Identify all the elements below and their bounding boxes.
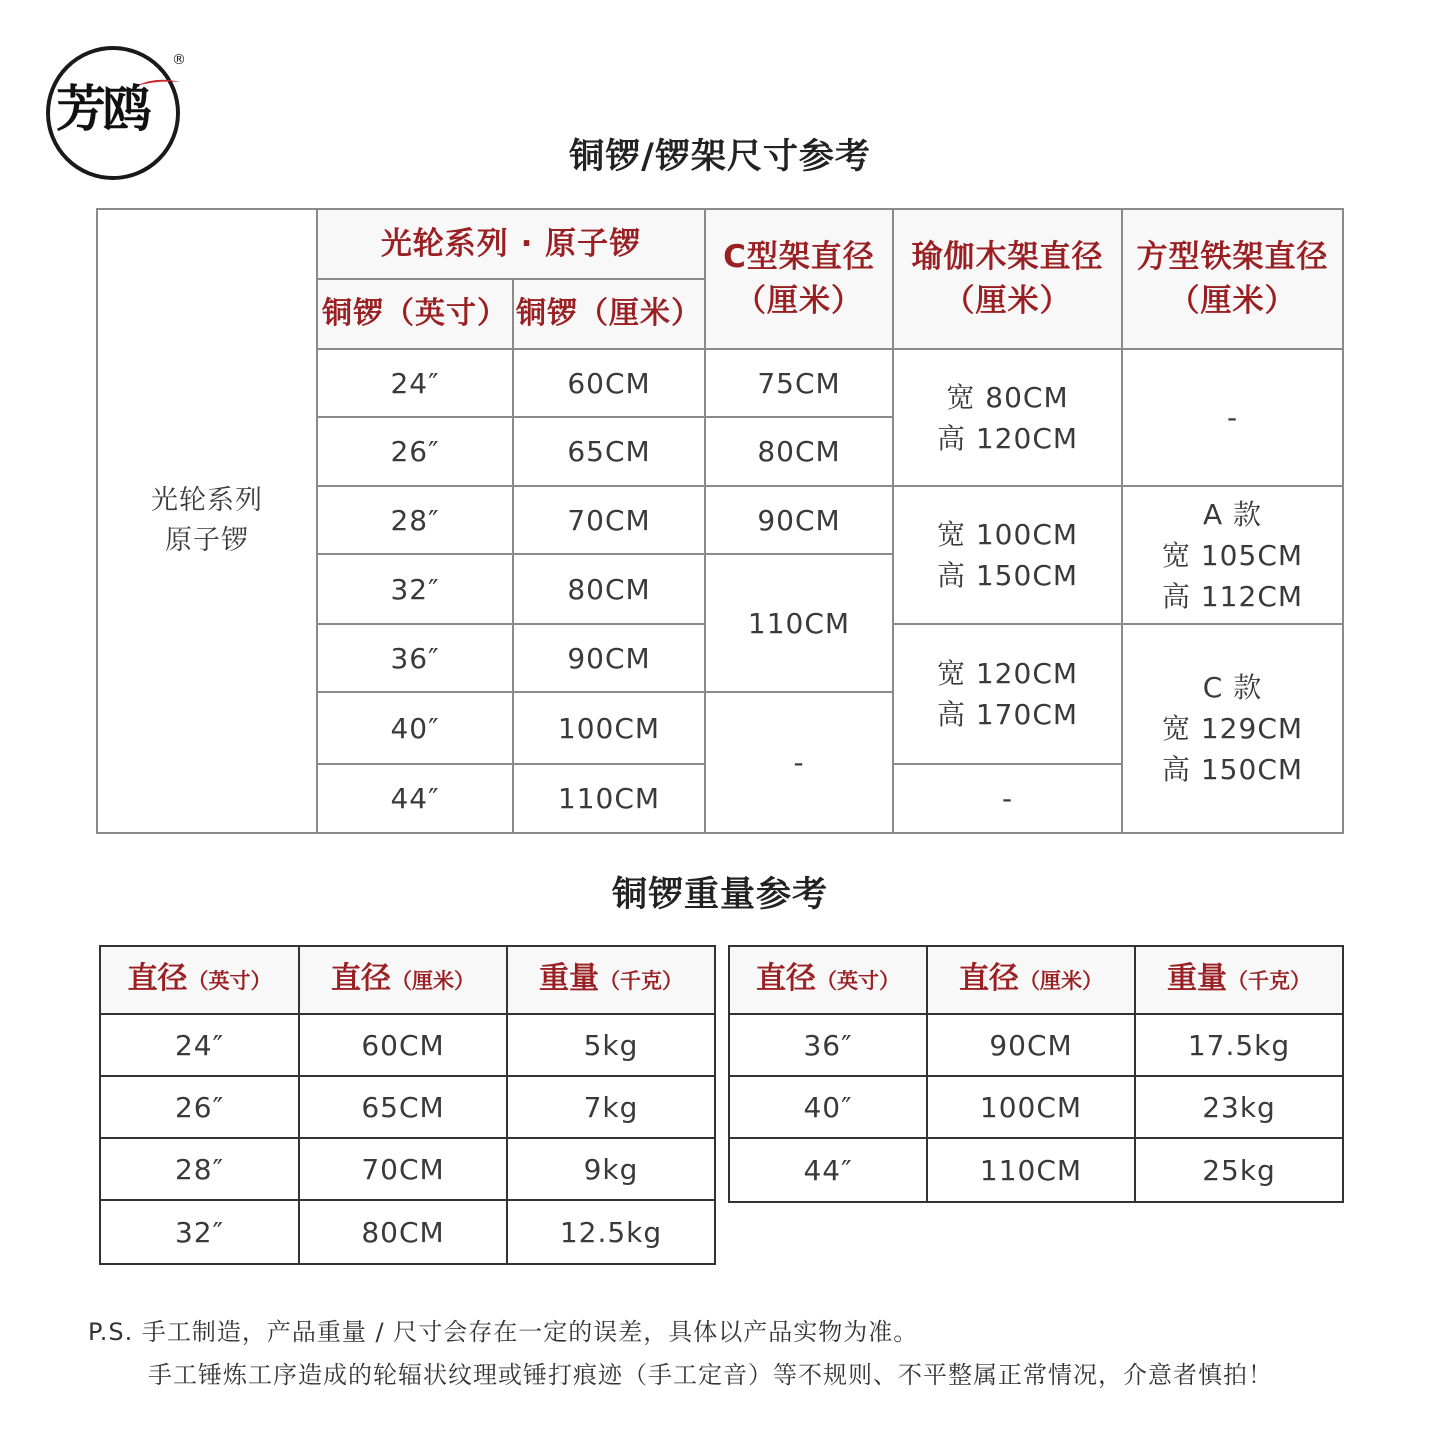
table-row	[729, 1076, 1343, 1138]
table-row	[100, 1200, 715, 1264]
cm-cell: 60CM	[513, 349, 705, 417]
yoga-frame-header	[893, 209, 1122, 349]
size-reference-title: 铜锣/锣架尺寸参考	[569, 137, 871, 177]
c-frame-cell: 90CM	[705, 486, 893, 554]
inch-cell: 32″	[100, 1200, 299, 1264]
kg-cell: 5kg	[507, 1014, 715, 1076]
series-label-cell	[97, 209, 317, 833]
kg-cell: 9kg	[507, 1138, 715, 1200]
table-row	[100, 1138, 715, 1200]
weight-table-left	[99, 945, 716, 1265]
series-label-line1: 光轮系列	[151, 485, 263, 516]
cm-cell: 110CM	[513, 764, 705, 833]
yoga-width: 宽 120CM	[936, 657, 1079, 690]
weight-kg-header: 重量（千克）	[1135, 946, 1343, 1014]
col-cm-header: 铜锣（厘米）	[513, 279, 705, 349]
inch-cell: 24″	[100, 1014, 299, 1076]
group-header: 光轮系列 · 原子锣	[317, 209, 705, 279]
table-row	[100, 1014, 715, 1076]
square-frame-header-line1: 方型铁架直径	[1136, 239, 1329, 275]
diameter-cm-header: 直径（厘米）	[927, 946, 1135, 1014]
cm-cell: 70CM	[513, 486, 705, 554]
c-frame-cell: 80CM	[705, 417, 893, 486]
square-width: 宽 105CM	[1161, 538, 1304, 572]
cm-cell: 65CM	[299, 1076, 507, 1138]
c-frame-header	[705, 209, 893, 349]
yoga-frame-cell	[893, 624, 1122, 764]
square-frame-cell	[1122, 624, 1343, 833]
kg-cell: 12.5kg	[507, 1200, 715, 1264]
cm-cell: 100CM	[927, 1076, 1135, 1138]
cm-cell: 90CM	[927, 1014, 1135, 1076]
table-row	[729, 1138, 1343, 1202]
square-frame-header-line2: （厘米）	[1168, 283, 1297, 319]
cm-cell: 90CM	[513, 624, 705, 692]
inch-cell: 26″	[317, 417, 513, 486]
yoga-frame-cell	[893, 486, 1122, 624]
diameter-cm-header: 直径（厘米）	[299, 946, 507, 1014]
cm-cell: 60CM	[299, 1014, 507, 1076]
weight-table-right	[728, 945, 1344, 1203]
yoga-height: 高 150CM	[936, 559, 1079, 592]
inch-cell: 36″	[317, 624, 513, 692]
diameter-inch-header: 直径（英寸）	[100, 946, 299, 1014]
inch-cell: 44″	[317, 764, 513, 833]
inch-cell: 44″	[729, 1138, 927, 1202]
inch-cell: 26″	[100, 1076, 299, 1138]
logo-text: 芳鸥	[56, 80, 148, 138]
square-model: C 款	[1202, 671, 1263, 704]
yoga-frame-header-line1: 瑜伽木架直径	[911, 239, 1104, 275]
square-width: 宽 129CM	[1161, 712, 1304, 745]
yoga-frame-cell: -	[893, 764, 1122, 833]
cm-cell: 65CM	[513, 417, 705, 486]
disclaimer-line1: P.S. 手工制造，产品重量 / 尺寸会存在一定的误差，具体以产品实物为准。	[88, 1318, 919, 1346]
inch-cell: 24″	[317, 349, 513, 417]
cm-cell: 80CM	[513, 554, 705, 624]
cm-cell: 70CM	[299, 1138, 507, 1200]
square-frame-cell	[1122, 486, 1343, 624]
inch-cell: 28″	[317, 486, 513, 554]
c-frame-cell: 75CM	[705, 349, 893, 417]
yoga-height: 高 120CM	[936, 421, 1079, 455]
cm-cell: 110CM	[927, 1138, 1135, 1202]
inch-cell: 28″	[100, 1138, 299, 1200]
yoga-frame-header-line2: （厘米）	[943, 283, 1072, 319]
inch-cell: 40″	[729, 1076, 927, 1138]
diameter-inch-header: 直径（英寸）	[729, 946, 927, 1014]
square-frame-cell: -	[1122, 349, 1343, 486]
square-height: 高 112CM	[1161, 579, 1304, 613]
disclaimer-line2: 手工锤炼工序造成的轮辐状纹理或锤打痕迹（手工定音）等不规则、不平整属正常情况，介意者慎拍！	[148, 1361, 1273, 1389]
square-model: A 款	[1202, 497, 1263, 531]
table-row	[729, 1014, 1343, 1076]
size-reference-table	[96, 208, 1344, 834]
inch-cell: 40″	[317, 692, 513, 764]
weight-reference-title: 铜锣重量参考	[611, 875, 828, 915]
c-frame-cell: -	[705, 692, 893, 833]
inch-cell: 36″	[729, 1014, 927, 1076]
cm-cell: 80CM	[299, 1200, 507, 1264]
series-label-line2: 原子锣	[165, 525, 249, 556]
c-frame-header-line1: C型架直径	[723, 239, 875, 275]
kg-cell: 25kg	[1135, 1138, 1343, 1202]
yoga-width: 宽 80CM	[946, 380, 1069, 414]
yoga-frame-cell	[893, 349, 1122, 486]
col-inch-header: 铜锣（英寸）	[317, 279, 513, 349]
kg-cell: 23kg	[1135, 1076, 1343, 1138]
weight-kg-header: 重量（千克）	[507, 946, 715, 1014]
table-row	[100, 1076, 715, 1138]
inch-cell: 32″	[317, 554, 513, 624]
cm-cell: 100CM	[513, 692, 705, 764]
yoga-height: 高 170CM	[936, 698, 1079, 731]
kg-cell: 7kg	[507, 1076, 715, 1138]
yoga-width: 宽 100CM	[936, 518, 1079, 551]
registered-mark: ®	[172, 52, 186, 68]
square-height: 高 150CM	[1161, 753, 1304, 786]
c-frame-header-line2: （厘米）	[735, 283, 863, 319]
kg-cell: 17.5kg	[1135, 1014, 1343, 1076]
c-frame-cell: 110CM	[705, 554, 893, 692]
square-frame-header	[1122, 209, 1343, 349]
